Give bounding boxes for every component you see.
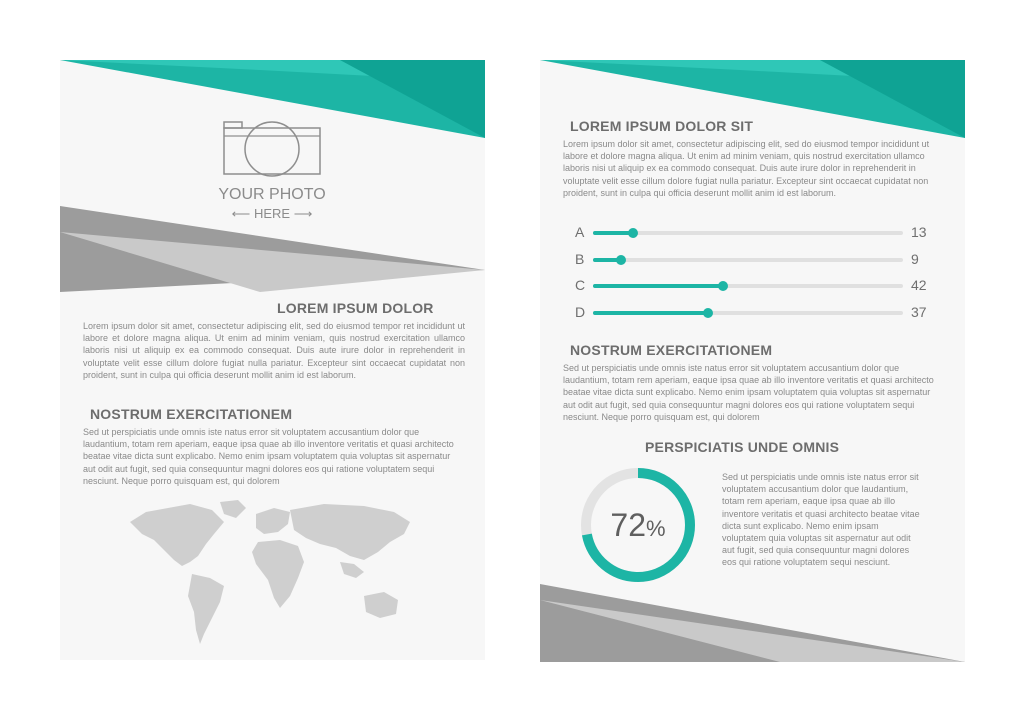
southeast-asia-shape	[340, 562, 364, 578]
bar-row-b	[575, 251, 930, 267]
bar-label: D	[575, 303, 586, 320]
bar-fill	[593, 311, 708, 315]
donut-percent-label	[578, 506, 698, 548]
bar-knob	[616, 255, 626, 265]
africa-shape	[252, 540, 304, 608]
bar-row-d	[575, 304, 930, 320]
europe-shape	[256, 508, 290, 534]
bar-track	[593, 311, 903, 315]
bar-track	[593, 284, 903, 288]
bar-label: A	[575, 224, 585, 240]
donut-percent-sign: %	[646, 516, 666, 541]
bar-row-c	[575, 277, 930, 293]
camera-icon	[222, 118, 322, 178]
section-title-lorem-ipsum-sit: LOREM IPSUM DOLOR SIT	[570, 118, 754, 134]
section-body-nostrum: Sed ut perspiciatis unde omnis iste natus error sit voluptatem accusantium dolor que laudantium, totam rem aperiam, eaque ipsa quae ab illo inventore veritatis et quasi architecto beatae vitae dicta sunt explicabo. Nemo enim ipsam voluptatem quia voluptas sit aspernatur aut odit aut fugit, sed quia consequuntur magni dolores eos qui ratione voluptatem sequi nesciunt. Neque porro quisquam est, qui dolorem	[83, 427, 454, 486]
photo-placeholder-label: YOUR PHOTO	[218, 186, 326, 203]
bar-track	[593, 231, 903, 235]
donut-percent-number: 72	[610, 507, 647, 543]
section-title-nostrum: NOSTRUM EXERCITATIONEM	[90, 406, 293, 422]
asia-shape	[290, 504, 410, 560]
bar-knob	[703, 308, 713, 318]
greenland-shape	[220, 500, 246, 518]
section-body-lorem-ipsum: Lorem ipsum dolor sit amet, consectetur adipiscing elit, sed do eiusmod tempor ret incididunt ut labore et dolore magna aliqua. Ut enim ad minim veniam, quis nostrud exercitation ullamco laboris nisi ut aliquip ex ea commodo consequat. Duis aute irure dolor in reprehenderit in voluptate velit esse cillum dolore fugiat nulla pariatur. Excepteur sint occaecat cupidatat non proident, sunt in culpa qui officia deserunt mollit anim id est laborum.	[83, 321, 465, 380]
section-title-lorem-ipsum: LOREM IPSUM DOLOR	[277, 300, 434, 316]
photo-placeholder	[222, 118, 322, 183]
photo-placeholder-sublabel-row	[222, 206, 322, 222]
australia-shape	[364, 592, 398, 618]
bar-knob	[628, 228, 638, 238]
section-body-nostrum: Sed ut perspiciatis unde omnis iste natus error sit voluptatem accusantium dolor que laudantium, totam rem aperiam, eaque ipsa quae ab illo inventore veritatis et quasi architecto beatae vitae dicta sunt explicabo. Nemo enim ipsam voluptatem quia voluptas sit aspernatur aut odit aut fugit, sed quia consequuntur magni dolores eos qui ratione voluptatem sequi nesciunt. Neque porro quisquam est, qui dolorem	[563, 363, 934, 422]
bar-value: 9	[911, 250, 919, 267]
bar-label: B	[575, 250, 585, 267]
bar-value: 37	[911, 303, 927, 320]
section-title-perspiciatis: PERSPICIATIS UNDE OMNIS	[645, 439, 840, 455]
section-body-lorem-ipsum-sit: Lorem ipsum dolor sit amet, consectetur adipiscing elit, sed do eiusmod tempor incididunt ut labore et dolore magna aliqua. Ut enim ad minim veniam, quis nostrud exercitation ullamco laboris nisi ut aliquip ex ea commodo consequat. Duis aute irure dolor in reprehenderit in voluptate velit esse cillum dolore fugiat nulla pariatur. Excepteur sint occaecat cupidatat non proident, sunt in culpa qui officia deserunt mollit anim id est laborum.	[563, 139, 930, 198]
north-america-shape	[130, 504, 224, 566]
bar-knob	[718, 281, 728, 291]
brochure-page-left	[60, 60, 485, 660]
section-title-nostrum: NOSTRUM EXERCITATIONEM	[570, 342, 773, 358]
photo-placeholder-sublabel: HERE	[253, 206, 291, 221]
section-body-perspiciatis: Sed ut perspiciatis unde omnis iste natus error sit voluptatem accusantium dolor que laudantium, totam rem aperiam, eaque ipsa quae ab illo inventore veritatis et quasi architecto beatae vitae dicta sunt explicabo. Nemo enim ipsam voluptatem quia voluptas sit aspernatur aut odit aut fugit, sed quia consequuntur magni dolores eos qui ratione voluptatem sequi nesciunt.	[722, 472, 920, 568]
world-map-icon	[128, 500, 418, 648]
bar-track	[593, 258, 903, 262]
bar-label: C	[575, 277, 586, 293]
bar-value: 42	[911, 277, 927, 293]
bar-fill	[593, 284, 723, 288]
bar-value: 13	[911, 224, 927, 240]
bar-fill	[593, 231, 633, 235]
south-america-shape	[188, 574, 224, 644]
left-arrow-icon: ⟵	[231, 206, 251, 221]
brochure-page-right	[540, 60, 965, 662]
right-arrow-icon: ⟶	[293, 206, 313, 221]
bar-row-a	[575, 224, 930, 240]
